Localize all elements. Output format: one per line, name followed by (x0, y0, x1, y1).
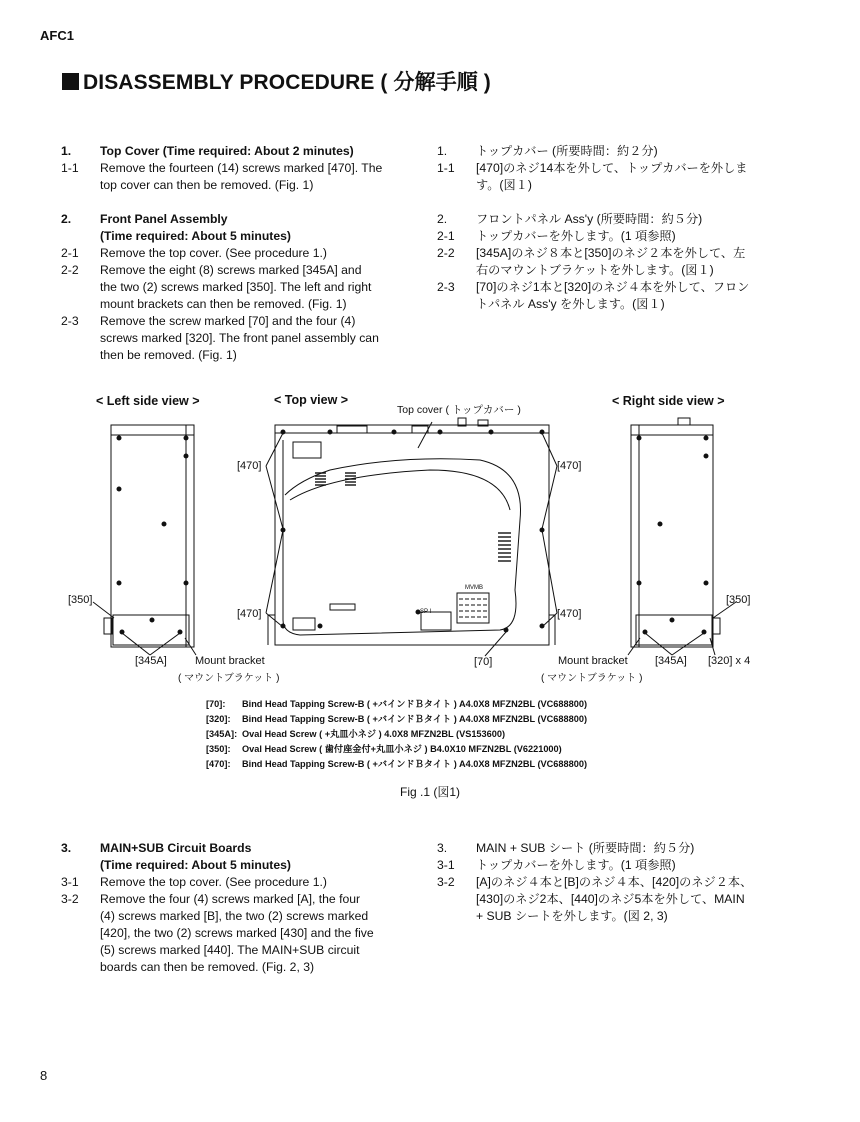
step-text: mount brackets can then be removed. (Fig. 1) (100, 297, 347, 311)
legend-text: Bind Head Tapping Screw-B ( +バインドＢタイト ) A4.0X8 MFZN2BL (VC688800) (242, 759, 588, 769)
step-number: 3. (437, 841, 448, 855)
legend-key: [320]: (206, 714, 231, 724)
step-number: 1. (61, 144, 72, 158)
legend-row (206, 712, 587, 727)
step-number: 2-3 (61, 314, 79, 328)
step-text: + SUB シートを外します。(図 2, 3) (476, 909, 668, 923)
step-number: 1. (437, 144, 448, 158)
section1-japanese (437, 143, 767, 313)
step-number (437, 296, 476, 313)
step-number (61, 228, 100, 245)
section3-en-line (61, 857, 391, 874)
step-number: 3-1 (437, 858, 455, 872)
mount-bracket-right-label: Mount bracket (558, 655, 628, 667)
legend-key: [470]: (206, 759, 231, 769)
spi-connector-label: SP I (420, 609, 432, 615)
section1-en-line (61, 330, 391, 347)
step-number (61, 347, 100, 364)
title-square-icon (62, 73, 79, 90)
figure-1 (0, 390, 860, 690)
right-side-view-drawing (628, 418, 736, 655)
section3-ja-line (437, 891, 767, 908)
screw-345a-right-label: [345A] (655, 655, 687, 667)
step-text: (Time required: About 5 minutes) (100, 858, 291, 872)
section3-en-line (61, 925, 391, 942)
section3-ja-line (437, 857, 767, 874)
right-side-view-label: < Right side view > (612, 394, 725, 408)
step-number: 2-3 (437, 280, 455, 294)
legend-text: Oval Head Screw ( 歯付座金付+丸皿小ネジ ) B4.0X10 MFZN2BL (V6221000) (242, 744, 562, 754)
section3-en-line (61, 840, 391, 857)
step-text: top cover can then be removed. (Fig. 1) (100, 178, 314, 192)
step-text: トップカバーを外します。(1 項参照) (476, 229, 676, 243)
step-number: 2. (437, 212, 448, 226)
screw-470-upper-left-label: [470] (237, 460, 262, 472)
step-number: 2-1 (61, 246, 79, 260)
step-number: 1-1 (437, 161, 455, 175)
step-text: Remove the screw marked [70] and the four (4) (100, 314, 356, 328)
step-number (61, 279, 100, 296)
step-text: 右のマウントブラケットを外します。(図１) (476, 263, 714, 277)
section1-ja-line (437, 262, 767, 279)
section1-ja-line (437, 279, 767, 296)
section1-en-line (61, 211, 391, 228)
step-text: [420], the two (2) screws marked [430] and the five (100, 926, 374, 940)
legend-row (206, 697, 587, 712)
section1-en-line (61, 143, 391, 160)
step-number (437, 262, 476, 279)
step-number (61, 296, 100, 313)
screw-70-label: [70] (474, 656, 493, 668)
top-view-label: < Top view > (274, 393, 349, 407)
step-number: 2-1 (437, 229, 455, 243)
step-text: (Time required: About 5 minutes) (100, 229, 291, 243)
screw-470-lower-left-label: [470] (237, 608, 262, 620)
section1-ja-line (437, 177, 767, 194)
step-text: [470]のネジ14本を外して、トップカバーを外しま (476, 161, 748, 175)
step-number (437, 908, 476, 925)
step-text: す。(図１) (476, 178, 532, 192)
disassembly-diagram (0, 390, 860, 690)
section1-en-line (61, 296, 391, 313)
section1-en-line (61, 160, 391, 177)
step-number: 2. (61, 212, 72, 226)
mount-bracket-left-ja-label: ( マウントブラケット ) (178, 673, 280, 684)
mvmb-board-label: MVMB (465, 585, 483, 591)
legend-row (206, 757, 587, 772)
step-text: トップカバー (所要時間：約２分) (476, 144, 658, 158)
figure-caption: Fig .1 (図1) (399, 785, 460, 799)
screw-350-left-label: [350] (68, 594, 93, 606)
section1-en-line (61, 313, 391, 330)
section3-ja-line (437, 840, 767, 857)
page-number: 8 (40, 1068, 48, 1083)
page-title-text: DISASSEMBLY PROCEDURE ( 分解手順 ) (83, 71, 491, 94)
legend-text: Oval Head Screw ( +丸皿小ネジ ) 4.0X8 MFZN2BL (VS153600) (242, 729, 506, 739)
screw-345a-left-label: [345A] (135, 655, 167, 667)
step-number (61, 857, 100, 874)
step-text: [345A]のネジ８本と[350]のネジ２本を外して、左 (476, 246, 746, 260)
step-number (61, 908, 100, 925)
section1-en-line (61, 177, 391, 194)
step-number: 2-2 (61, 263, 79, 277)
section3-en-line (61, 942, 391, 959)
left-side-view-drawing (93, 425, 196, 655)
step-text: boards can then be removed. (Fig. 2, 3) (100, 960, 315, 974)
step-text: MAIN + SUB シート (所要時間：約５分) (476, 841, 695, 855)
step-text: [70]のネジ1本と[320]のネジ４本を外して、フロン (476, 280, 750, 294)
legend-row (206, 727, 587, 742)
step-text: トップカバーを外します。(1 項参照) (476, 858, 676, 872)
step-number (61, 177, 100, 194)
step-number (61, 959, 100, 976)
left-side-view-label: < Left side view > (96, 394, 200, 408)
section1-ja-line (437, 296, 767, 313)
section3-en-line (61, 959, 391, 976)
step-text: MAIN+SUB Circuit Boards (100, 841, 252, 855)
step-number (61, 330, 100, 347)
legend-key: [70]: (206, 699, 226, 709)
step-number (61, 925, 100, 942)
step-text: フロントパネル Ass'y (所要時間：約５分) (476, 212, 703, 226)
section1-ja-line (437, 160, 767, 177)
section1-ja-line (437, 228, 767, 245)
step-number: 3-2 (61, 892, 79, 906)
section3-en-line (61, 908, 391, 925)
step-text: Top Cover (Time required: About 2 minutes) (100, 144, 354, 158)
step-number (437, 891, 476, 908)
step-number: 2-2 (437, 246, 455, 260)
step-text: Remove the top cover. (See procedure 1.) (100, 875, 327, 889)
section1-english (61, 143, 391, 364)
step-text: Remove the eight (8) screws marked [345A] and (100, 263, 362, 277)
legend-row (206, 742, 587, 757)
step-number (61, 942, 100, 959)
mount-bracket-left-label: Mount bracket (195, 655, 265, 667)
section1-ja-line (437, 211, 767, 228)
section1-ja-line (437, 245, 767, 262)
step-text: (5) screws marked [440]. The MAIN+SUB circuit (100, 943, 360, 957)
section1-en-line (61, 279, 391, 296)
section3-ja-line (437, 908, 767, 925)
section1-ja-line (437, 143, 767, 160)
step-text: Remove the top cover. (See procedure 1.) (100, 246, 327, 260)
screw-legend (206, 697, 587, 772)
legend-text: Bind Head Tapping Screw-B ( +バインドＢタイト ) A4.0X8 MFZN2BL (VC688800) (242, 699, 588, 709)
spacer (61, 194, 391, 211)
step-text: Front Panel Assembly (100, 212, 228, 226)
step-text: the two (2) screws marked [350]. The left and right (100, 280, 372, 294)
step-text: (4) screws marked [B], the two (2) screws marked (100, 909, 369, 923)
step-number: 3. (61, 841, 72, 855)
step-text: Remove the four (4) screws marked [A], the four (100, 892, 361, 906)
section3-japanese (437, 840, 767, 925)
section1-en-line (61, 228, 391, 245)
step-text: screws marked [320]. The front panel assembly can (100, 331, 379, 345)
step-number: 3-1 (61, 875, 79, 889)
step-text: [430]のネジ2本、[440]のネジ5本を外して、MAIN (476, 892, 745, 906)
section1-en-line (61, 347, 391, 364)
section3-en-line (61, 874, 391, 891)
screw-470-upper-right-label: [470] (557, 460, 582, 472)
section1-en-line (61, 245, 391, 262)
step-text: then be removed. (Fig. 1) (100, 348, 237, 362)
section3-en-line (61, 891, 391, 908)
legend-text: Bind Head Tapping Screw-B ( +バインドＢタイト ) A4.0X8 MFZN2BL (VC688800) (242, 714, 588, 724)
legend-key: [350]: (206, 744, 231, 754)
step-number: 3-2 (437, 875, 455, 889)
mount-bracket-right-ja-label: ( マウントブラケット ) (541, 673, 643, 684)
top-cover-label: Top cover ( トップカバー ) (397, 404, 521, 416)
model-name: AFC1 (40, 28, 74, 43)
section3-ja-line (437, 874, 767, 891)
section3-english (61, 840, 391, 976)
step-number: 1-1 (61, 161, 79, 175)
screw-320-label: [320] x 4 (708, 655, 751, 667)
screw-350-right-label: [350] (726, 594, 751, 606)
step-text: [A]のネジ４本と[B]のネジ４本、[420]のネジ２本、 (476, 875, 753, 889)
step-text: Remove the fourteen (14) screws marked [470]. The (100, 161, 383, 175)
step-number (437, 177, 476, 194)
section1-en-line (61, 262, 391, 279)
page-title (62, 66, 491, 96)
step-text: トパネル Ass'y を外します。(図１) (476, 297, 665, 311)
screw-470-lower-right-label: [470] (557, 608, 582, 620)
top-view-drawing (266, 418, 557, 656)
legend-key: [345A]: (206, 729, 238, 739)
spacer (437, 194, 767, 211)
